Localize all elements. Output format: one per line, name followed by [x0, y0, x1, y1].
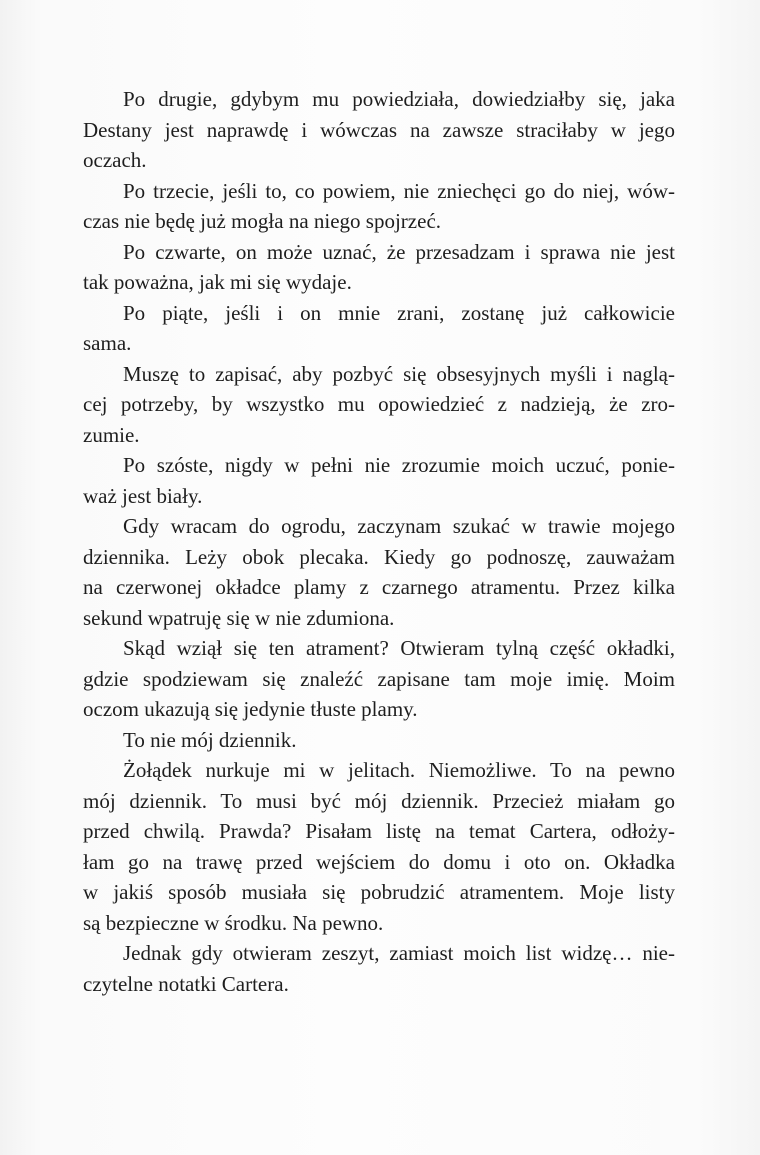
paragraph: [83, 938, 675, 999]
text-line: oczach.: [83, 148, 147, 172]
text-line: Żołądek nurkuje mi w jelitach. Niemożliwe. To na pewno: [123, 758, 675, 782]
text-line: cej potrzeby, by wszystko mu opowiedzieć z nadzieją, że zro-: [83, 392, 675, 416]
text-line: zumie.: [83, 422, 140, 447]
paragraph: [83, 725, 675, 756]
paragraph: [83, 298, 675, 359]
text-line: Gdy wracam do ogrodu, zaczynam szukać w trawie mojego: [123, 514, 675, 538]
text-line: Po czwarte, on może uznać, że przesadzam i sprawa nie jest: [123, 239, 675, 264]
paragraph: [83, 359, 675, 451]
text-line: gdzie spodziewam się znaleźć zapisane tam moje imię. Moim: [83, 666, 675, 691]
text-line: oczom ukazują się jedynie tłuste plamy.: [83, 697, 418, 721]
body-text: [83, 84, 675, 999]
text-line: Skąd wziął się ten atrament? Otwieram tylną część okładki,: [123, 636, 675, 660]
paragraph: [83, 755, 675, 938]
paragraph: [83, 511, 675, 633]
text-line: Destany jest naprawdę i wówczas na zawsze straciłaby w jego: [83, 117, 675, 142]
text-line: czytelne notatki Cartera.: [83, 971, 289, 996]
text-line: waż jest biały.: [83, 483, 203, 508]
text-line: dziennika. Leży obok plecaka. Kiedy go podnoszę, zauważam: [83, 544, 675, 569]
text-line: Po drugie, gdybym mu powiedziała, dowiedziałby się, jaka: [123, 87, 675, 111]
text-line: przed chwilą. Prawda? Pisałam listę na temat Cartera, odłoży-: [83, 819, 675, 843]
text-line: mój dziennik. To musi być mój dziennik. Przecież miałam go: [83, 788, 675, 813]
text-line: Jednak gdy otwieram zeszyt, zamiast moich list widzę… nie-: [123, 941, 675, 965]
paragraph: [83, 176, 675, 237]
text-line: w jakiś sposób musiała się pobrudzić atramentem. Moje listy: [83, 880, 675, 904]
text-line: To nie mój dziennik.: [123, 727, 297, 752]
text-line: na czerwonej okładce plamy z czarnego atramentu. Przez kilka: [83, 575, 675, 599]
text-line: sekund wpatruję się w nie zdumiona.: [83, 605, 395, 630]
text-line: Po piąte, jeśli i on mnie zrani, zostanę już całkowicie: [123, 300, 675, 325]
text-line: sama.: [83, 331, 132, 355]
paragraph: [83, 450, 675, 511]
text-line: są bezpieczne w środku. Na pewno.: [83, 910, 384, 935]
text-line: tak poważna, jak mi się wydaje.: [83, 270, 352, 294]
paragraph: [83, 84, 675, 176]
text-line: Muszę to zapisać, aby pozbyć się obsesyjnych myśli i naglą-: [123, 361, 675, 386]
paragraph: [83, 633, 675, 725]
text-line: Po trzecie, jeśli to, co powiem, nie zniechęci go do niej, wów-: [123, 178, 675, 203]
paragraph: [83, 237, 675, 298]
text-line: Po szóste, nigdy w pełni nie zrozumie moich uczuć, ponie-: [123, 453, 675, 477]
text-line: łam go na trawę przed wejściem do domu i oto on. Okładka: [83, 849, 675, 874]
text-line: czas nie będę już mogła na niego spojrzeć.: [83, 209, 442, 233]
